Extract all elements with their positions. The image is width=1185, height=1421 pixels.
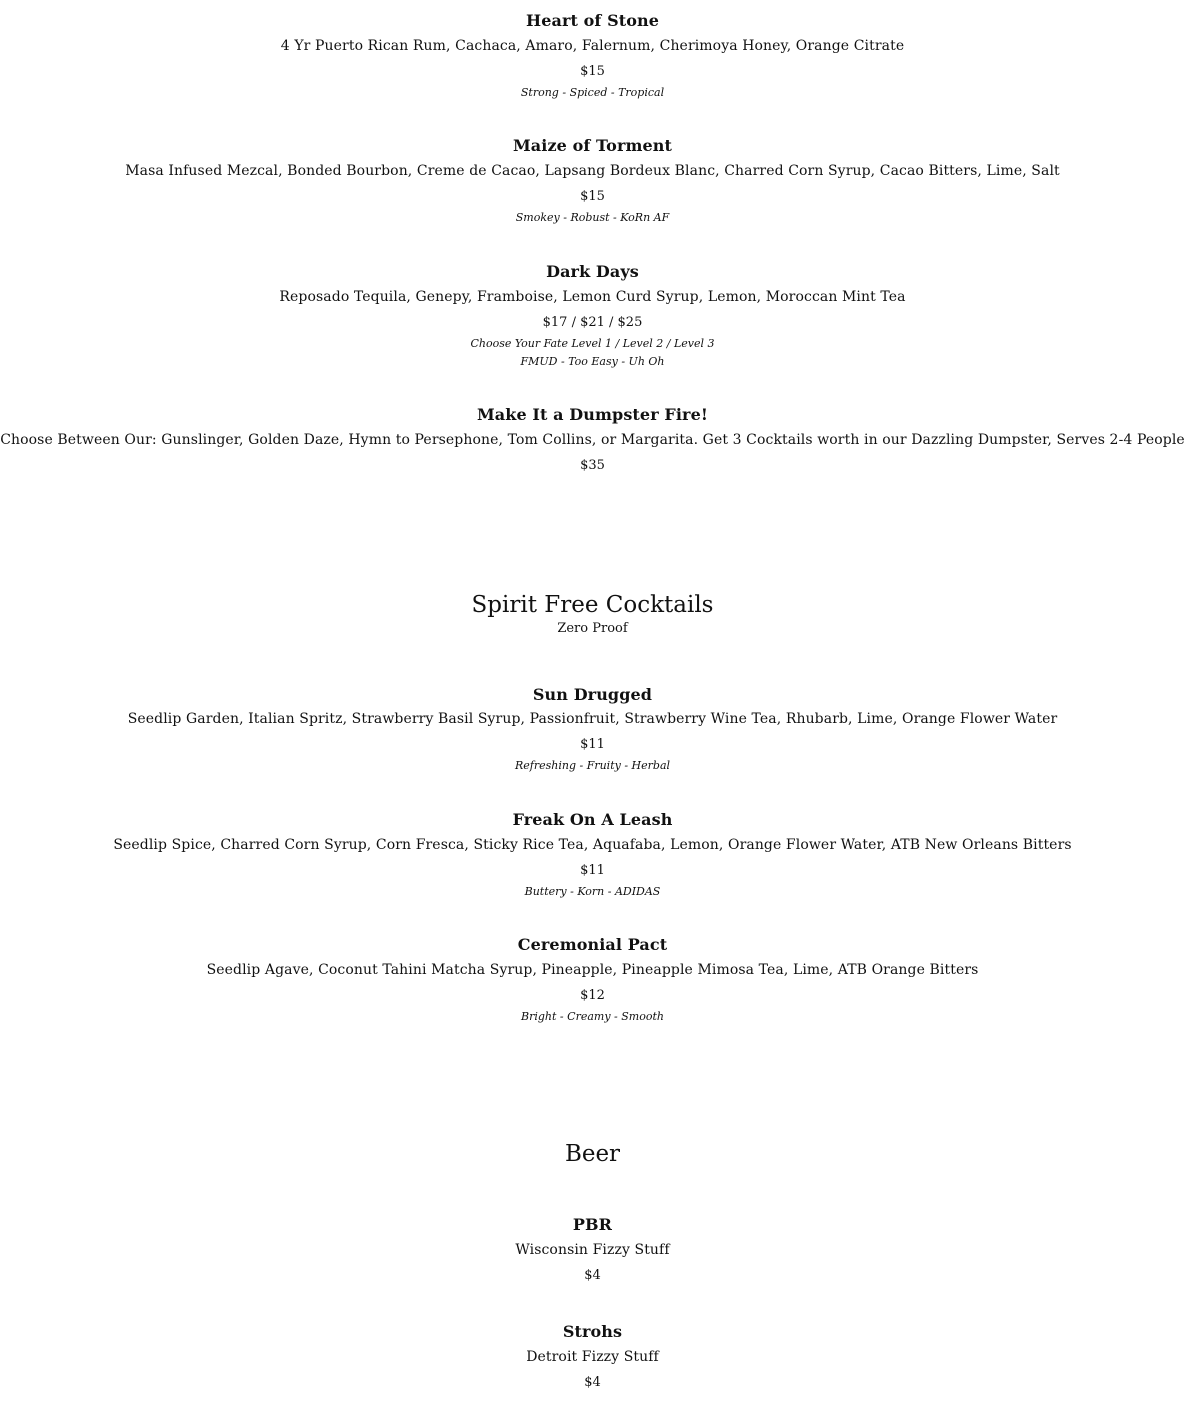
item-description: Seedlip Agave, Coconut Tahini Matcha Syrup, Pineapple, Pineapple Mimosa Tea, Lime, ATB Orange Bitters xyxy=(206,962,979,978)
item-price: $15 xyxy=(580,64,605,79)
item-price: $35 xyxy=(580,458,605,473)
item-price: $11 xyxy=(580,863,605,878)
section-title: Beer xyxy=(564,1141,621,1167)
item-tasting-notes: FMUD - Too Easy - Uh Oh xyxy=(520,355,665,368)
item-name: Strohs xyxy=(562,1322,623,1341)
item-description: Wisconsin Fizzy Stuff xyxy=(515,1242,670,1258)
menu-item-strohs xyxy=(0,1321,1185,1392)
item-name: Freak On A Leash xyxy=(512,810,673,829)
item-name: Make It a Dumpster Fire! xyxy=(477,405,708,424)
section-subtitle: Zero Proof xyxy=(557,621,628,636)
item-tasting-notes: Buttery - Korn - ADIDAS xyxy=(524,885,661,898)
item-description: Seedlip Spice, Charred Corn Syrup, Corn Fresca, Sticky Rice Tea, Aquafaba, Lemon, Orange Flower Water, ATB New Orleans Bitters xyxy=(113,837,1072,853)
menu-item-pbr xyxy=(0,1214,1185,1285)
item-description: 4 Yr Puerto Rican Rum, Cachaca, Amaro, Falernum, Cherimoya Honey, Orange Citrate xyxy=(280,38,905,54)
item-description: Seedlip Garden, Italian Spritz, Strawberry Basil Syrup, Passionfruit, Strawberry Wine Tea, Rhubarb, Lime, Orange Flower Water xyxy=(127,711,1058,727)
menu-item-dark-days xyxy=(0,261,1185,371)
menu-item-sun-drugged xyxy=(0,684,1185,775)
item-description: Reposado Tequila, Genepy, Framboise, Lemon Curd Syrup, Lemon, Moroccan Mint Tea xyxy=(279,289,906,305)
section-beer-header xyxy=(0,1139,1185,1169)
item-price: $15 xyxy=(580,189,605,204)
item-price: $17 / $21 / $25 xyxy=(542,315,643,330)
item-description: Masa Infused Mezcal, Bonded Bourbon, Creme de Cacao, Lapsang Bordeux Blanc, Charred Corn Syrup, Cacao Bitters, Lime, Salt xyxy=(125,163,1060,179)
item-description: Choose Between Our: Gunslinger, Golden Daze, Hymn to Persephone, Tom Collins, or Margarita. Get 3 Cocktails worth in our Dazzling Dumpster, Serves 2-4 People xyxy=(0,432,1185,448)
section-title: Spirit Free Cocktails xyxy=(471,592,714,618)
item-tasting-notes: Refreshing - Fruity - Herbal xyxy=(514,759,671,772)
item-price: $4 xyxy=(584,1375,601,1390)
item-name: Maize of Torment xyxy=(512,136,673,155)
menu-item-dumpster-fire xyxy=(0,404,1185,475)
item-name: Heart of Stone xyxy=(525,11,659,30)
item-price: $11 xyxy=(580,737,605,752)
item-tasting-notes: Strong - Spiced - Tropical xyxy=(520,86,665,99)
menu-item-ceremonial-pact xyxy=(0,934,1185,1026)
section-spirit-free-header xyxy=(0,590,1185,638)
item-name: Dark Days xyxy=(546,262,639,281)
item-name: Ceremonial Pact xyxy=(517,935,668,954)
menu-item-maize-of-torment xyxy=(0,135,1185,227)
item-price: $4 xyxy=(584,1268,601,1283)
item-price: $12 xyxy=(580,988,605,1003)
item-level-options: Choose Your Fate Level 1 / Level 2 / Level 3 xyxy=(470,337,715,350)
item-description: Detroit Fizzy Stuff xyxy=(526,1349,659,1365)
menu-item-freak-on-a-leash xyxy=(0,809,1185,901)
item-name: Sun Drugged xyxy=(532,685,653,704)
menu-item-heart-of-stone xyxy=(0,10,1185,102)
item-tasting-notes: Bright - Creamy - Smooth xyxy=(521,1010,664,1023)
item-tasting-notes: Smokey - Robust - KoRn AF xyxy=(515,211,670,224)
item-name: PBR xyxy=(572,1215,613,1234)
